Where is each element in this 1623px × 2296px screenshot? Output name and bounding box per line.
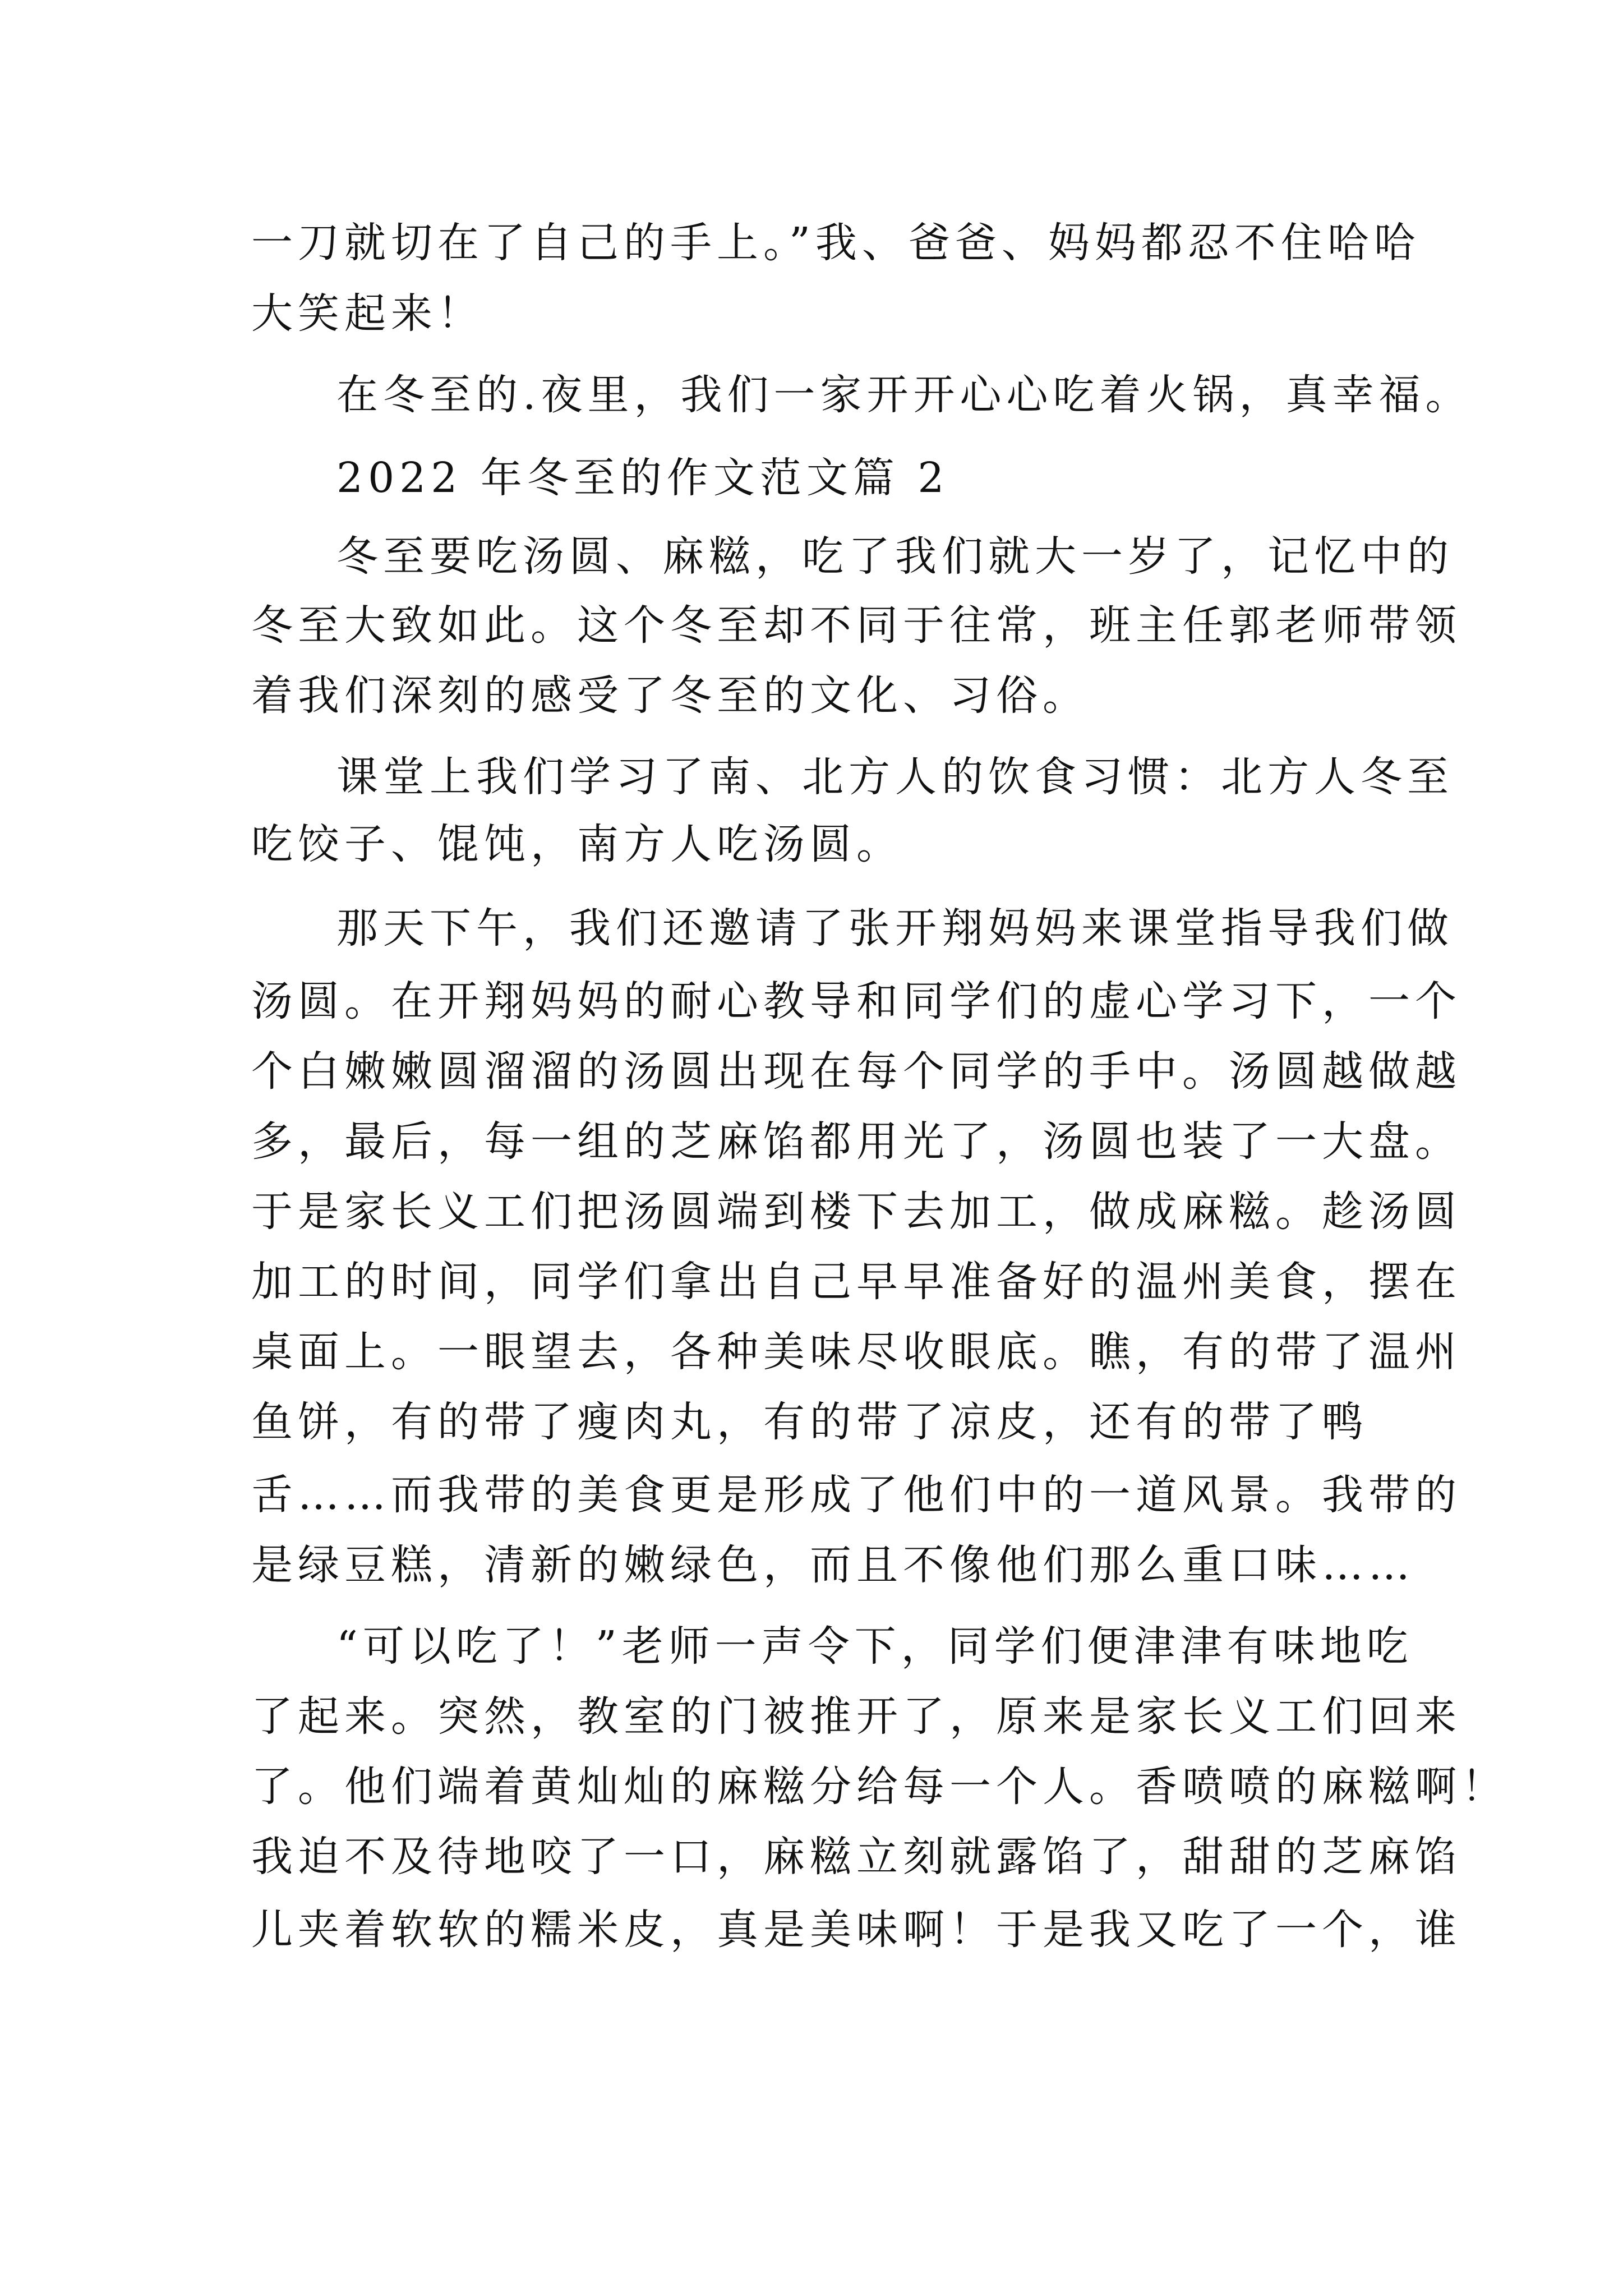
- paragraph-line: 那天下午，我们还邀请了张开翔妈妈来课堂指导我们做: [336, 904, 1454, 953]
- paragraph-line: 课堂上我们学习了南、北方人的饮食习惯：北方人冬至: [336, 753, 1454, 801]
- paragraph-line: 在冬至的.夜里，我们一家开开心心吃着火锅，真幸福。: [336, 371, 1472, 419]
- text-line: 了。他们端着黄灿灿的麻糍分给每一个人。香喷喷的麻糍啊！: [251, 1763, 1508, 1811]
- text-line: 一刀就切在了自己的手上。”我、爸爸、妈妈都忍不住哈哈: [251, 219, 1421, 267]
- text-line: 着我们深刻的感受了冬至的文化、习俗。: [251, 671, 1089, 720]
- paragraph-line: “可以吃了！”老师一声令下，同学们便津津有味地吃: [336, 1622, 1413, 1671]
- text-line: 我迫不及待地咬了一口，麻糍立刻就露馅了，甜甜的芝麻馅: [251, 1833, 1461, 1881]
- text-line: 冬至大致如此。这个冬至却不同于往常，班主任郭老师带领: [251, 601, 1461, 650]
- text-line: 了起来。突然，教室的门被推开了，原来是家长义工们回来: [251, 1692, 1461, 1741]
- text-line: 是绿豆糕，清新的嫩绿色，而且不像他们那么重口味……: [251, 1541, 1415, 1589]
- text-line: 桌面上。一眼望去，各种美味尽收眼底。瞧，有的带了温州: [251, 1328, 1461, 1376]
- paragraph-line: 冬至要吃汤圆、麻糍，吃了我们就大一岁了，记忆中的: [336, 532, 1454, 581]
- section-heading: 2022 年冬至的作文范文篇 2: [336, 454, 949, 502]
- text-line: 大笑起来！: [251, 289, 484, 338]
- text-line: 于是家长义工们把汤圆端到楼下去加工，做成麻糍。趁汤圆: [251, 1188, 1461, 1236]
- text-line: 个白嫩嫩圆溜溜的汤圆出现在每个同学的手中。汤圆越做越: [251, 1047, 1461, 1096]
- text-line: 汤圆。在开翔妈妈的耐心教导和同学们的虚心学习下，一个: [251, 977, 1461, 1025]
- text-line: 鱼饼，有的带了瘦肉丸，有的带了凉皮，还有的带了鸭: [251, 1398, 1368, 1446]
- text-line: 吃饺子、馄饨，南方人吃汤圆。: [251, 820, 903, 868]
- text-line: 加工的时间，同学们拿出自己早早准备好的温州美食，摆在: [251, 1258, 1461, 1306]
- text-line: 多，最后，每一组的芝麻馅都用光了，汤圆也装了一大盘。: [251, 1117, 1461, 1166]
- text-line: 儿夹着软软的糯米皮，真是美味啊！于是我又吃了一个，谁: [251, 1906, 1461, 1954]
- text-line: 舌……而我带的美食更是形成了他们中的一道风景。我带的: [251, 1471, 1461, 1519]
